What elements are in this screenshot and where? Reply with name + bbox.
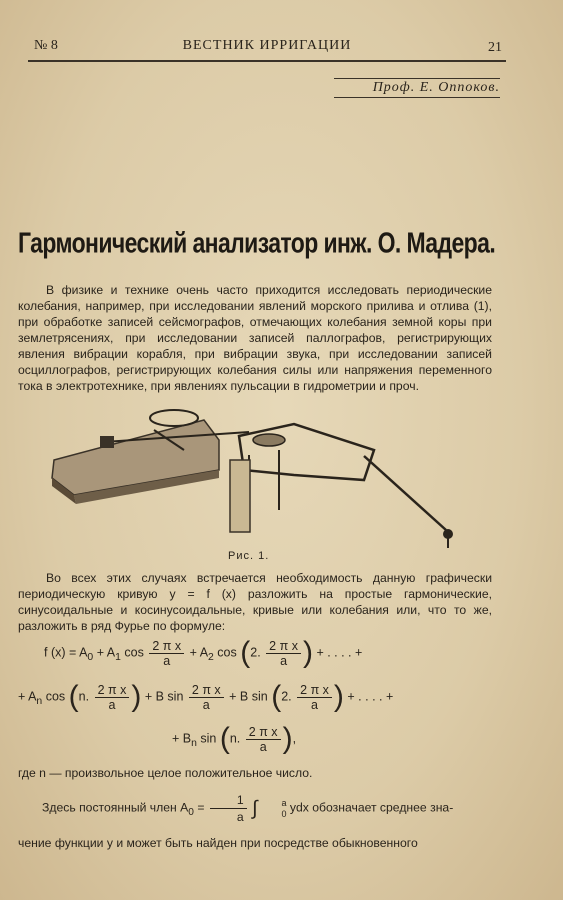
fraction: $\frac{\text{2 π x}}{a}$ <box>189 683 224 712</box>
constant-term-line-2: чение функции y и может быть найден при посредстве обыкновенного <box>18 836 418 850</box>
fraction: $\frac{\text{2 π x}}{a}$ <box>266 639 301 668</box>
fraction: $\frac{\text{2 π x}}{a}$ <box>246 725 281 754</box>
paragraph-fourier-text: Во всех этих случаях встречается необходимость данную графически периодическую кривую y = f (x) разложить на простые гармонические, синусоидальные и косинусоидальные, кривые или колебания или, что то же, разложить в ряд Фурье по формуле: <box>18 571 492 633</box>
issue-number: № 8 <box>34 38 58 53</box>
fraction: $\frac{\text{2 π x}}{a}$ <box>95 683 130 712</box>
fourier-formula-line-3: + $B_n$ sin (n. $\frac{\text{2 π x}}{a}$ ), <box>172 722 297 755</box>
integral-sign: ∫ <box>252 797 258 820</box>
fraction: $\frac{\text{2 π x}}{a}$ <box>297 683 332 712</box>
journal-title: ВЕСТНИК ИРРИГАЦИИ <box>182 38 352 53</box>
constant-term-line-1: Здесь постоянный член $A_0$ = $\frac{1}{a}$ ∫ a 0 ydx обозначает среднее зна- <box>42 793 454 824</box>
paragraph-fourier <box>18 570 492 634</box>
paragraph-constant-term <box>18 792 492 851</box>
fraction: $\frac{1}{a}$ <box>210 792 247 825</box>
paragraph-intro <box>18 282 492 394</box>
author-line: Проф. Е. Оппоков. <box>334 78 500 98</box>
fourier-formula-line-2: + $A_n$ cos (n. $\frac{\text{2 π x}}{a}$ ) + B sin $\frac{\text{2 π x}}{a}$ + B sin (2. $\frac{\text{2 π x}}{a}$ ) + . . . . + <box>18 680 394 713</box>
fraction: $\frac{\text{2 π x}}{a}$ <box>149 639 184 668</box>
page-header <box>28 38 506 62</box>
paragraph-intro-text: В физике и технике очень часто приходится исследовать периодические колебания, например, при исследовании явлений морского прилива и отлива (1), при обработке записей сейсмографов, отмечающих колебания земной коры при землетрясениях, при исследовании записей паллографов, регистрирующих явления вибрации корабля, при вибрации звука, при исследовании записей осциллографов, регистрирующих колебания силы или напряжения переменного тока в электротехнике, при явлениях пульсации в гидрометрии и проч. <box>18 283 492 393</box>
article-title: Гармонический анализатор инж. О. Мадера. <box>18 226 496 259</box>
where-note: где n — произвольное целое положительное число. <box>18 766 313 780</box>
figure-caption: Рис. 1. <box>228 550 270 562</box>
page-number: 21 <box>488 40 502 55</box>
harmonic-analyzer-figure <box>44 400 474 560</box>
fourier-formula-line-1: f $(x) = A_0 + A_1$ cos $\frac{\text{2 π x}}{a}$ + $A_2$ cos (2. $\frac{\text{2 π x}}{a}$ ) + . . . . + <box>44 636 363 669</box>
